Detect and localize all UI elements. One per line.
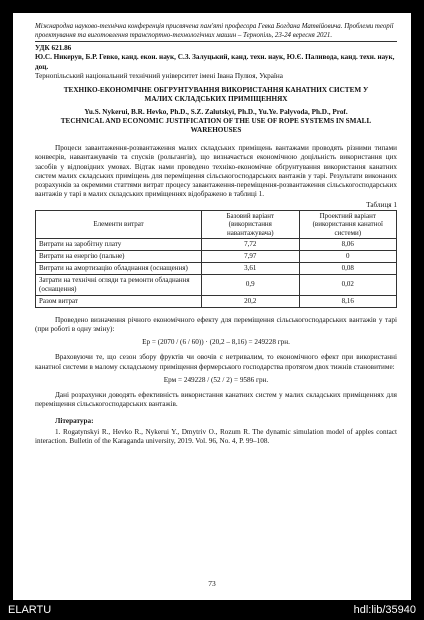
formula-annual-effect: Ер = (2070 / (6 / 60)) · (20,2 – 8,16) = 249228 грн. [142,338,290,347]
page-number: 73 [208,579,216,588]
table-header-cell: Базовий варіант (використання навантажувача) [202,210,299,238]
conference-header: Міжнародна науково-технічна конференція присвячена пам'яті професора Гевка Богдана Матвійовича. Проблеми теорії проектування та виготовлення транспортно-технологічних машин – Тернопіль, 23-24 вересня 2021. [35,23,397,42]
formula-seasonal-effect: Ерм = 249228 / (52 / 2) = 9586 грн. [163,375,269,384]
table-row [36,295,397,307]
table-cell: Витрати на енергію (пальне) [36,250,202,262]
table-row [36,262,397,274]
table-header-cell: Елементи витрат [36,210,202,238]
references-heading: Література: [55,417,94,426]
reference-item: 1. Rogatynskyi R., Hevko R., Nykerui Y., Dmytriv O., Rozum R. The dynamic simulation model of apples contact interaction. Bulletin of the Karaganda university, 2019. Vol. 96, No. 4, P. 99–108. [35,427,397,445]
table-row [36,250,397,262]
affiliation: Тернопільський національний технічний університет імені Івана Пулюя, Україна [35,71,283,80]
table-cell: 8,06 [299,238,396,250]
body-paragraph: Враховуючи те, що сезон збору фруктів чи овочів є нетривалим, то економічного ефект при використанні канатної системи в малому складському приміщення фермерського господарства протягом двох тижнів становитиме: [35,353,397,371]
udk-code: УДК 621.86 [35,44,72,53]
table-row [36,274,397,295]
table-cell: 7,97 [202,250,299,262]
table-cell: 0,08 [299,262,396,274]
cost-table [35,210,397,308]
table-cell: 8,16 [299,295,396,307]
repository-label: ELARTU [8,604,52,616]
table-cell: 0 [299,250,396,262]
table-cell: 0,9 [202,274,299,295]
authors-english: Yu.S. Nykerui, B.R. Hevko, Ph.D., S.Z. Zalutskyi, Ph.D., Yu.Ye. Palyvoda, Ph.D., Prof. [84,107,348,116]
table-cell: 0,02 [299,274,396,295]
body-paragraph: Дані розрахунки доводять ефективність використання канатних систем у малих складських приміщеннях для переміщення сільськогосподарських вантажів. [35,390,397,409]
table-cell: 7,72 [202,238,299,250]
table-cell: Затрати на технічні огляди та ремонти обладнання (оснащення) [36,274,202,295]
document-page [13,13,411,600]
table-label: Таблиця 1 [366,200,397,209]
body-paragraph: Процеси завантаження-розвантаження малих складських приміщень вантажами проводять різними типами конвеєрів, навантажувачів та спусків (рольгангів), що визначається економічною доцільність використання цих засобів у відповідних умовах. Відтак нами проведено техніко-економічне обґрунтування використання канатних систем малих складських приміщень для переміщення сільськогосподарських вантажів у тарі. Результати виконаних розрахунків за окремими статтями витрат процесу завантаження-переміщення-розвантаження сільськогосподарських вантажів у тарі в малих складських приміщеннях відображено в таблиці 1. [35,144,397,199]
table-cell: Разом витрат [36,295,202,307]
table-header-cell: Проектний варіант (використання канатної системи) [299,210,396,238]
viewer-footer [0,600,424,620]
table-cell: 20,2 [202,295,299,307]
table-header-row [36,210,397,238]
table-cell: 3,61 [202,262,299,274]
table-cell: Витрати на заробітну плату [36,238,202,250]
table-cell: Витрати на амортизацію обладнання (оснащення) [36,262,202,274]
table-row [36,238,397,250]
title-ukrainian: ТЕХНІКО-ЕКОНОМІЧНЕ ОБГРУНТУВАННЯ ВИКОРИСТАННЯ КАНАТНИХ СИСТЕМ У МАЛИХ СКЛАДСЬКИХ ПРИМІЩЕННЯХ [63,86,369,104]
authors-ukrainian: Ю.С. Никерув, Б.Р. Гевко, канд. екон. наук, С.З. Залуцький, канд. техн. наук, Ю.Є. Паливода, канд. техн. наук, доц. [35,53,395,71]
body-paragraph: Проведено визначення річного економічного ефекту для переміщення сільськогосподарських вантажів у тарі (при роботі в одну зміну): [35,315,397,333]
title-english: TECHNICAL AND ECONOMIC JUSTIFICATION OF THE USE OF ROPE SYSTEMS IN SMALL WAREHOUSES [60,116,372,134]
handle-label: hdl:lib/35940 [353,604,416,616]
